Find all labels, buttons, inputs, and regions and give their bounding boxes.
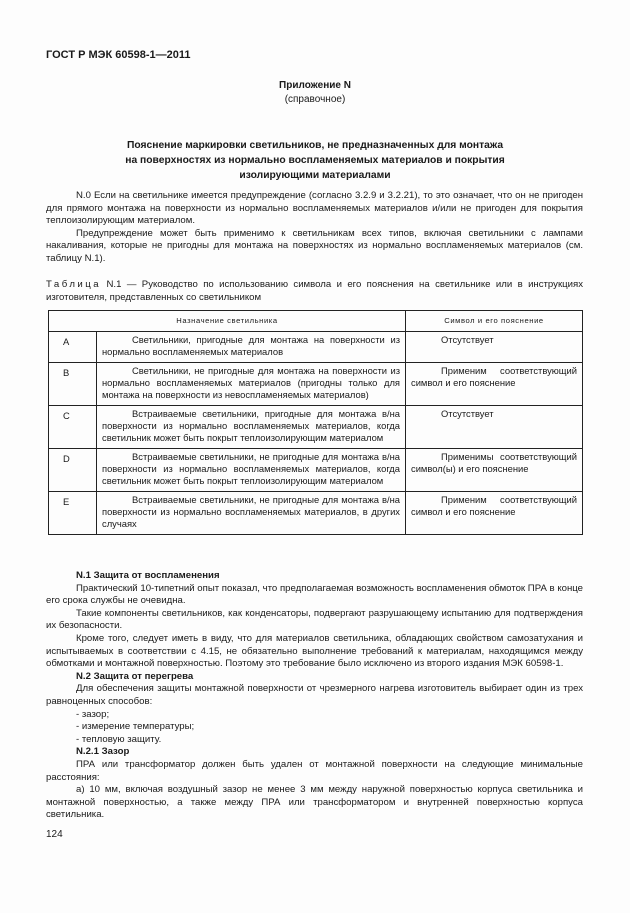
intro-paragraph: Предупреждение может быть применимо к светильникам всех типов, включая светильники с лампами накаливания, которые не пригодны для монтажа на поверхностях из нормально воспламеняемых материалов (см. таблицу N.1). — [46, 227, 583, 264]
row-purpose — [97, 363, 406, 406]
row-symbol — [406, 406, 583, 449]
column-header: Символ и его пояснение — [406, 311, 583, 332]
symbol-text: Применимы соответствующий символ(ы) и его пояснение — [411, 451, 577, 474]
paragraph: ПРА или трансформатор должен быть удален от монтажной поверхности на следующие минимальные расстояния: — [46, 758, 583, 783]
row-key: A — [49, 332, 97, 363]
symbol-text: Применим соответствующий символ и его пояснение — [411, 494, 577, 517]
table-row — [49, 332, 583, 363]
paragraph: Практический 10-типетний опыт показал, что предполагаемая возможность воспламенения обмоток ПРА в конце его срока службы не очевидна. — [46, 582, 583, 607]
guidance-table — [48, 310, 583, 535]
annex-subtitle: (справочное) — [284, 94, 346, 105]
page-number: 124 — [46, 829, 63, 840]
paragraph: а) 10 мм, включая воздушный зазор не менее 3 мм между наружной поверхностью корпуса светильника и монтажной поверхностью, а также между ПРА или трансформатором и внутренней поверхностью корпуса светильника. — [46, 784, 583, 821]
row-key: E — [49, 492, 97, 535]
table-caption-label: Таблица — [46, 279, 102, 290]
table-row — [49, 406, 583, 449]
row-key: B — [49, 363, 97, 406]
row-symbol — [406, 492, 583, 535]
document-title — [0, 138, 630, 183]
list-item: - измерение температуры; — [76, 721, 195, 733]
title-line: Пояснение маркировки светильников, не предназначенных для монтажа — [126, 140, 504, 151]
paragraph: Для обеспечения защиты монтажной поверхности от чрезмерного нагрева изготовитель выбирает один из трех равноценных способов: — [46, 683, 583, 707]
title-line: на поверхностях из нормально воспламеняемых материалов и покрытия — [125, 155, 505, 166]
table-caption-text: N.1 — Руководство по использованию символа и его пояснения на светильнике или в инструкциях изготовителя, представленных со светильником — [46, 279, 583, 303]
section-heading: N.2 Защита от перегрева — [76, 670, 194, 682]
section-heading: N.1 Защита от воспламенения — [76, 570, 220, 581]
row-symbol — [406, 363, 583, 406]
paragraph: Такие компоненты светильников, как конденсаторы, подвергают разрушающему испытанию для подтверждения их безопасности. — [46, 607, 583, 632]
standard-header: ГОСТ Р МЭК 60598-1—2011 — [46, 49, 191, 61]
row-purpose — [97, 492, 406, 535]
table-row — [49, 492, 583, 535]
symbol-text: Отсутствует — [441, 334, 494, 345]
intro-section — [46, 190, 583, 266]
row-symbol — [406, 449, 583, 492]
purpose-text: Светильники, пригодные для монтажа на поверхности из нормально воспламеняемых материалов — [102, 334, 400, 357]
paragraph: Кроме того, следует иметь в виду, что для материалов светильника, обладающих свойством самозатухания и испытываемых в соответствии с 4.15, не обязательно выполнение требований к материалам, находящимся между обмотками и монтажной поверхностью. Поэтому это требование было исключено из второго издания МЭК 60598-1. — [46, 632, 583, 670]
table-header-row — [49, 311, 583, 332]
row-purpose — [97, 406, 406, 449]
annex-title: Приложение N — [279, 80, 351, 91]
row-purpose — [97, 449, 406, 492]
symbol-text: Отсутствует — [441, 408, 494, 419]
column-header: Назначение светильника — [49, 311, 406, 332]
row-key: D — [49, 449, 97, 492]
sections — [46, 570, 583, 822]
title-line: изолирующими материалами — [239, 170, 391, 181]
list-item: - зазор; — [76, 708, 110, 720]
row-symbol — [406, 332, 583, 363]
purpose-text: Встраиваемые светильники, не пригодные для монтажа в/на поверхности из нормально воспламеняемых материалов, когда светильник может быть покрыт теплоизолирующим материалом — [102, 451, 400, 486]
row-key: C — [49, 406, 97, 449]
table-row — [49, 363, 583, 406]
row-purpose — [97, 332, 406, 363]
purpose-text: Встраиваемые светильники, не пригодные для монтажа в/на поверхности из нормально воспламеняемых материалов, в других случаях — [102, 494, 400, 529]
table-row — [49, 449, 583, 492]
symbol-text: Применим соответствующий символ и его пояснение — [411, 365, 577, 388]
list-item: - тепловую защиту. — [76, 733, 162, 745]
table-caption — [46, 279, 583, 305]
section-heading: N.2.1 Зазор — [76, 746, 130, 758]
purpose-text: Встраиваемые светильники, пригодные для монтажа в/на поверхности из нормально воспламеняемых материалов, когда светильник может быть покрыт теплоизолирующим материалом — [102, 408, 400, 443]
purpose-text: Светильники, не пригодные для монтажа на поверхности из нормально воспламеняемых материалов (пригодны только для монтажа на поверхности из невоспламеняемых материалов) — [102, 365, 400, 400]
intro-paragraph: N.0 Если на светильнике имеется предупреждение (согласно 3.2.9 и 3.2.21), то это означает, что он не пригоден для прямого монтажа на поверхности из нормально воспламеняемых материалов и/или не пригоден для покрытия теплоизолирующим материалом. — [46, 190, 583, 227]
